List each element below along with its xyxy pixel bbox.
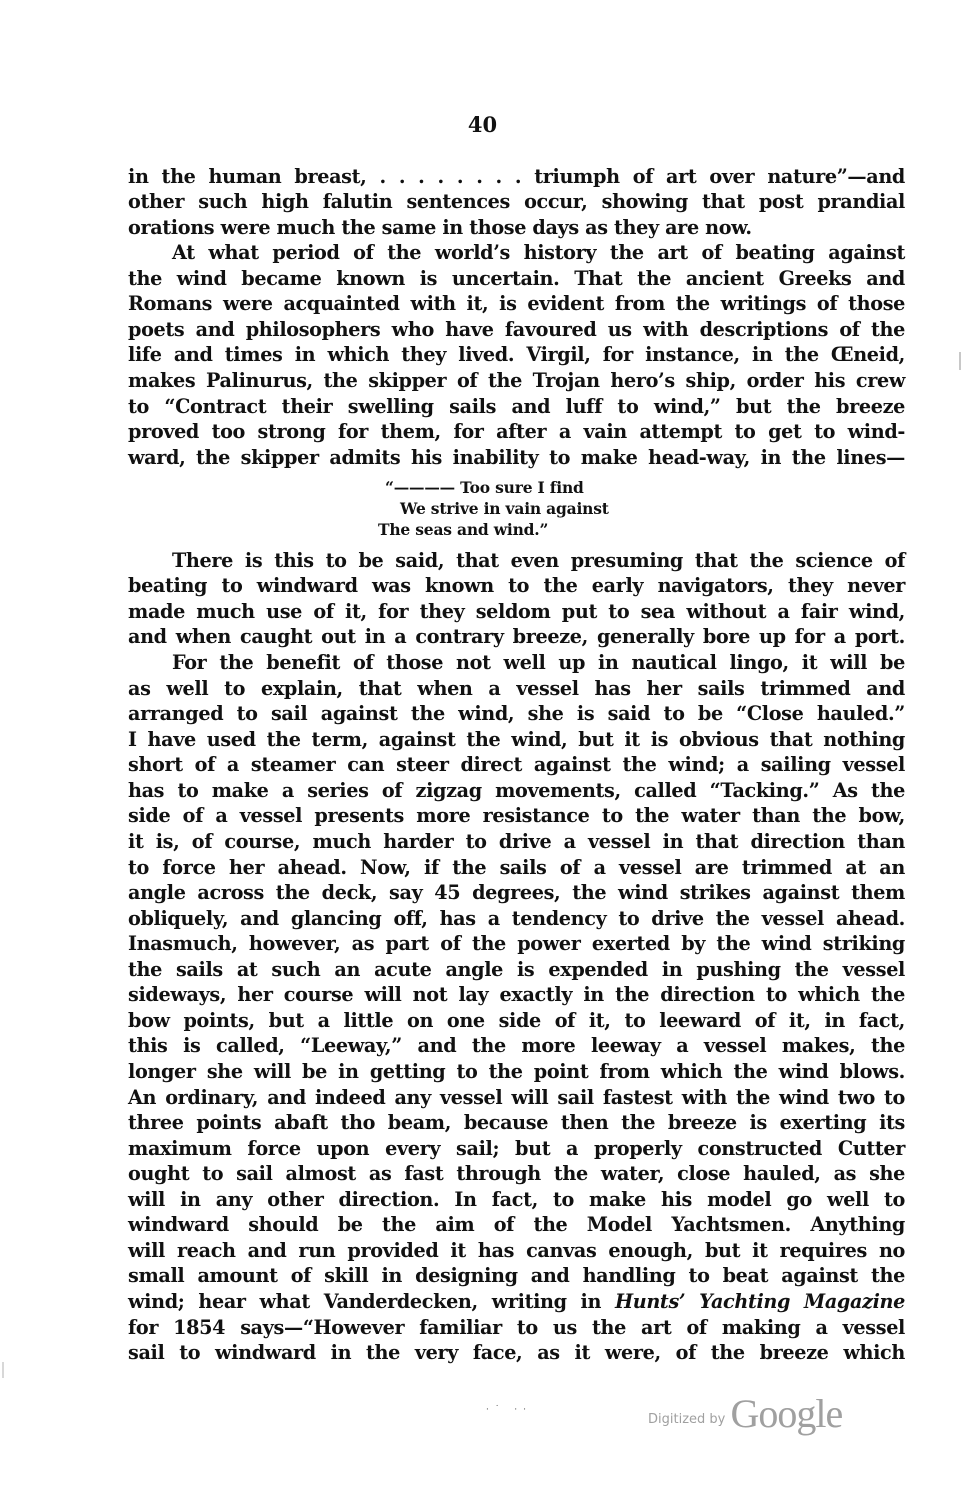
page-number: 40 [467, 112, 498, 137]
digitized-label: Digitized by [648, 1412, 726, 1427]
text-line: windward should be the aim of the Model Yachtsmen. Anything [128, 1213, 905, 1236]
text-line: arranged to sail against the wind, she is said to be “Close hauled.” [128, 702, 905, 725]
text-line: the wind became known is uncertain. That the ancient Greeks and [128, 267, 905, 290]
scan-mark [2, 1362, 4, 1378]
text-line: short of a steamer can steer direct against the wind; a sailing vessel [128, 753, 905, 776]
text-line: longer she will be in getting to the point from which the wind blows. [128, 1060, 905, 1083]
text-line: three points abaft tho beam, because then the breeze is exerting its [128, 1111, 905, 1134]
text-line: poets and philosophers who have favoured us with descriptions of the [128, 318, 905, 341]
text-line: ought to sail almost as fast through the water, close hauled, as she [128, 1162, 905, 1185]
text-line: side of a vessel presents more resistance to the water than the bow, [128, 804, 905, 827]
text-line: it is, of course, much harder to drive a vessel in that direction than [128, 830, 905, 853]
text-line: life and times in which they lived. Virgil, for instance, in the Œneid, [128, 343, 905, 366]
text-line: orations were much the same in those days as they are now. [128, 216, 752, 239]
text-line: obliquely, and glancing off, has a tendency to drive the vessel ahead. [128, 907, 905, 930]
text-line: other such high falutin sentences occur, showing that post prandial [128, 190, 905, 213]
magazine-title: Hunts’ Yachting Magazine [614, 1290, 905, 1313]
text-line: has to make a series of zigzag movements, called “Tacking.” As the [128, 779, 905, 802]
text-line: angle across the deck, say 45 degrees, the wind strikes against them [128, 881, 905, 904]
text-line: ward, the skipper admits his inability to make head-way, in the lines— [128, 446, 905, 469]
text-line: and when caught out in a contrary breeze, generally bore up for a port. [128, 625, 905, 648]
google-logo: Google [730, 1391, 843, 1436]
text-line: makes Palinurus, the skipper of the Trojan hero’s ship, order his crew [128, 369, 905, 392]
scan-mark [959, 352, 961, 370]
text-line: proved too strong for them, for after a vain attempt to get to wind- [128, 420, 905, 443]
text-line: For the benefit of those not well up in nautical lingo, it will be [172, 651, 905, 674]
text-line: for 1854 says—“However familiar to us the art of making a vessel [128, 1316, 905, 1339]
text-line: An ordinary, and indeed any vessel will sail fastest with the wind two to [128, 1086, 905, 1109]
text-line: as well to explain, that when a vessel has her sails trimmed and [128, 677, 905, 700]
text-line: to force her ahead. Now, if the sails of a vessel are trimmed at an [128, 856, 905, 879]
text-line: this is called, “Leeway,” and the more leeway a vessel makes, the [128, 1034, 905, 1057]
text-line: sail to windward in the very face, as it were, of the breeze which [128, 1341, 905, 1364]
poem-line: We strive in vain against [400, 499, 609, 518]
text-line: Inasmuch, however, as part of the power exerted by the wind striking [128, 932, 905, 955]
text-line: to “Contract their swelling sails and luff to wind,” but the breeze [128, 395, 905, 418]
text-line: bow points, but a little on one side of it, to leeward of it, in fact, [128, 1009, 905, 1032]
text-line: There is this to be said, that even presuming that the science of [172, 549, 905, 572]
poem-line: “———— Too sure I find [385, 478, 584, 497]
text-line: beating to windward was known to the early navigators, they never [128, 574, 905, 597]
digitized-by-google-watermark [648, 1390, 842, 1437]
text-line: maximum force upon every sail; but a properly constructed Cutter [128, 1137, 905, 1160]
text-line: in the human breast, . . . . . . . . triumph of art over nature”—and [128, 165, 905, 188]
text-line: will reach and run provided it has canvas enough, but it requires no [128, 1239, 905, 1262]
poem-line: The seas and wind.” [378, 520, 549, 539]
text-line: will in any other direction. In fact, to make his model go well to [128, 1188, 905, 1211]
text-line: the sails at such an acute angle is expended in pushing the vessel [128, 958, 905, 981]
scan-specks: ·˙ ·· [486, 1405, 532, 1415]
text-line: small amount of skill in designing and handling to beat against the [128, 1264, 905, 1287]
text-line: I have used the term, against the wind, but it is obvious that nothing [128, 728, 905, 751]
text-line: made much use of it, for they seldom put to sea without a fair wind, [128, 600, 905, 623]
text-line-magazine [128, 1290, 905, 1314]
text-line: Romans were acquainted with it, is evident from the writings of those [128, 292, 905, 315]
text-before-citation: wind; hear what Vanderdecken, writing in [128, 1290, 615, 1313]
text-line: sideways, her course will not lay exactly in the direction to which the [128, 983, 905, 1006]
text-line: At what period of the world’s history the art of beating against [172, 241, 905, 264]
